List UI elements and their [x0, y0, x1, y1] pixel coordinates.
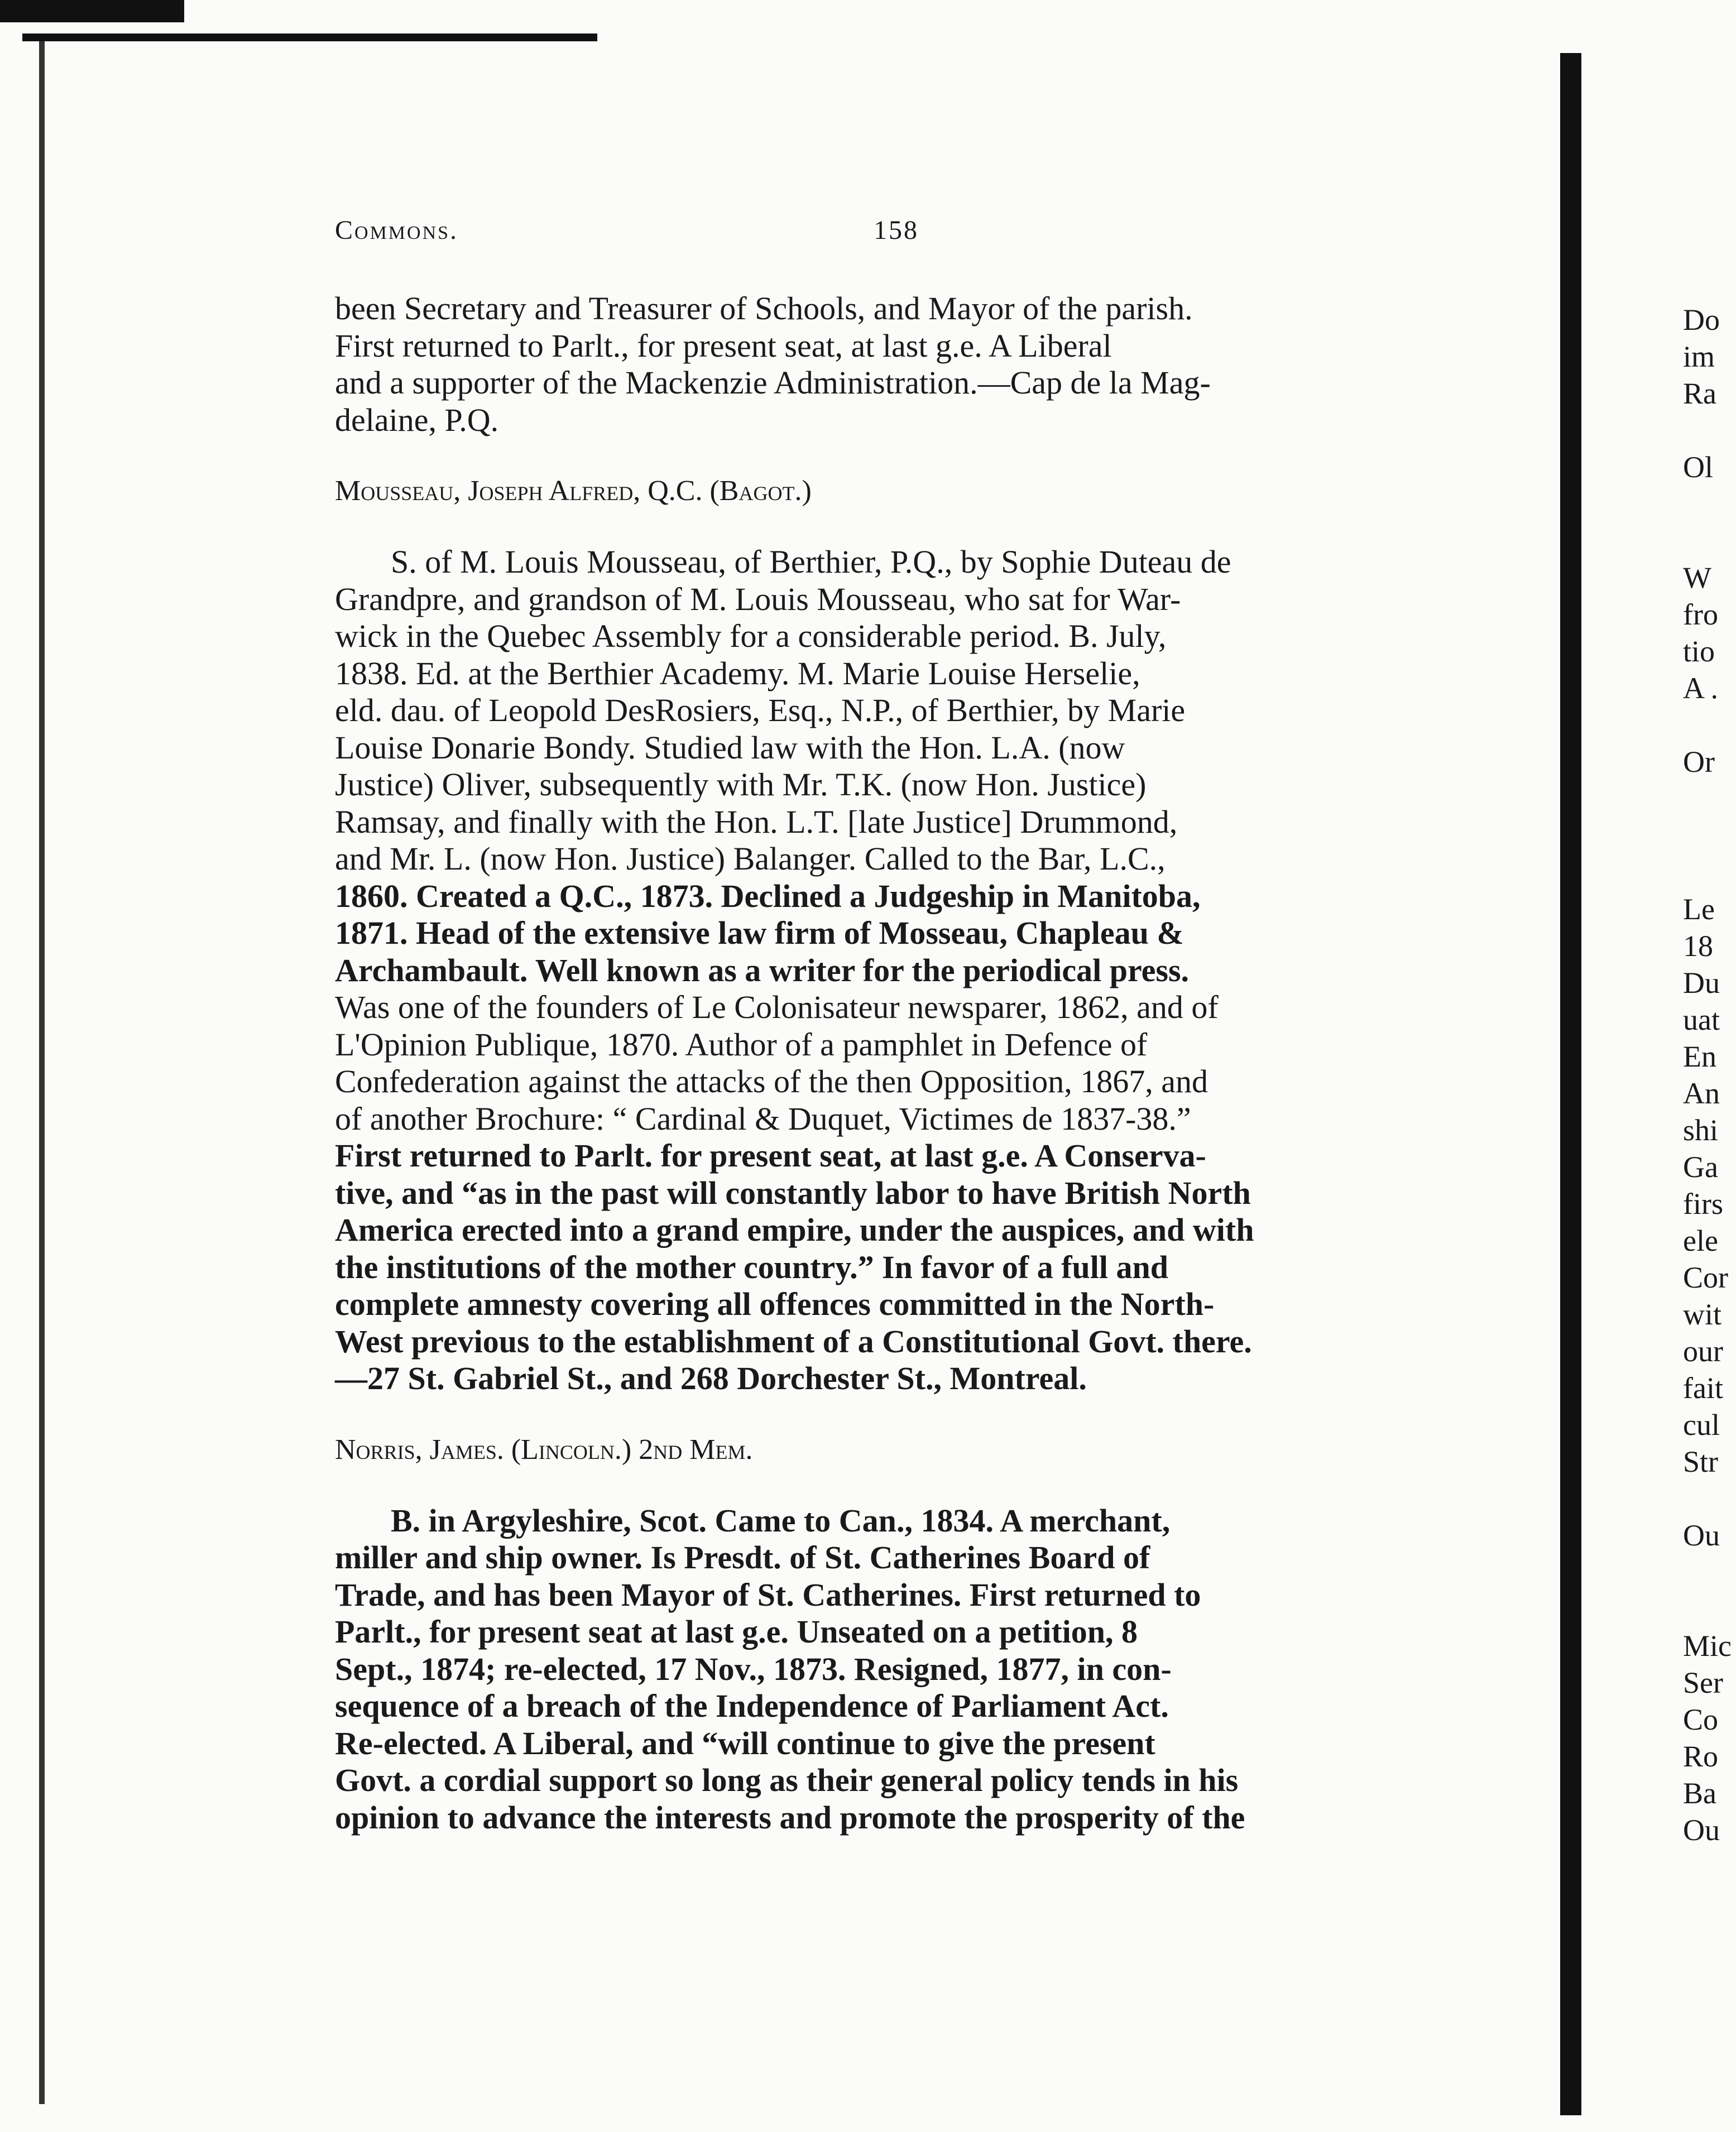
fragment-line	[1683, 1480, 1732, 1517]
text-line: sequence of a breach of the Independence of Parliament Act.	[335, 1688, 1169, 1724]
text-line: Justice) Oliver, subsequently with Mr. T.K. (now Hon. Justice)	[335, 766, 1147, 803]
fragment-line: Le	[1683, 892, 1715, 926]
text-line: Confederation against the attacks of the then Opposition, 1867, and	[335, 1063, 1209, 1099]
text-line: Re-elected. A Liberal, and “will continue to give the present	[335, 1725, 1155, 1761]
text-line: complete amnesty covering all offences committed in the North-	[335, 1286, 1215, 1322]
fragment-line: 18	[1683, 929, 1713, 963]
fragment-line: Du	[1683, 966, 1720, 1000]
entry-heading-norris: Norris, James. (Lincoln.) 2nd Mem.	[335, 1433, 753, 1466]
fragment-line	[1683, 1591, 1732, 1627]
text-line: Grandpre, and grandson of M. Louis Mousseau, who sat for War-	[335, 580, 1181, 617]
fragment-line: Ou	[1683, 1813, 1720, 1847]
text-line: West previous to the establishment of a Constitutional Govt. there.	[335, 1323, 1252, 1360]
fragment-line	[1683, 522, 1732, 559]
text-line: tive, and “as in the past will constantly labor to have British North	[335, 1174, 1251, 1211]
fragment-line	[1683, 854, 1732, 891]
text-line: Ramsay, and finally with the Hon. L.T. [late Justice] Drummond,	[335, 803, 1178, 840]
running-head-section: Commons.	[335, 215, 459, 245]
text-line: First returned to Parlt. for present seat, at last g.e. A Conserva-	[335, 1137, 1206, 1174]
fragment-line	[1683, 780, 1732, 817]
text-line: wick in the Quebec Assembly for a considerable period. B. July,	[335, 618, 1167, 654]
fragment-line: firs	[1683, 1187, 1723, 1221]
text-line: 1860. Created a Q.C., 1873. Declined a Judgeship in Manitoba,	[335, 877, 1201, 914]
entry-heading-mousseau: Mousseau, Joseph Alfred, Q.C. (Bagot.)	[335, 475, 812, 507]
text-line: Parlt., for present seat at last g.e. Unseated on a petition, 8	[335, 1614, 1138, 1650]
page-body	[335, 290, 1462, 1836]
text-line: America erected into a grand empire, under the auspices, and with	[335, 1212, 1254, 1248]
fragment-line: Co	[1683, 1703, 1719, 1736]
entry-body-mousseau	[335, 544, 1462, 1398]
fragment-line: A .	[1683, 671, 1719, 705]
fragment-line: our	[1683, 1334, 1723, 1368]
fragment-line: cul	[1683, 1408, 1720, 1442]
fragment-line: Do	[1683, 303, 1720, 337]
fragment-line: Str	[1683, 1445, 1719, 1478]
fragment-line: Or	[1683, 745, 1715, 779]
page-number: 158	[874, 215, 919, 245]
text-line: First returned to Parlt., for present seat, at last g.e. A Liberal	[335, 327, 1112, 364]
fragment-line	[1683, 412, 1732, 449]
text-line: been Secretary and Treasurer of Schools, and Mayor of the parish.	[335, 290, 1193, 326]
fragment-line: Mic	[1683, 1629, 1732, 1663]
fragment-line: tio	[1683, 635, 1715, 668]
top-border-bar	[0, 0, 184, 22]
entry-intro	[335, 290, 1462, 439]
text-line: Govt. a cordial support so long as their general policy tends in his	[335, 1762, 1239, 1798]
fragment-line: im	[1683, 340, 1715, 373]
fragment-line: Ra	[1683, 377, 1716, 410]
text-line: B. in Argyleshire, Scot. Came to Can., 1834. A merchant,	[391, 1502, 1171, 1539]
entry-body-norris	[335, 1502, 1462, 1837]
text-line: opinion to advance the interests and promote the prosperity of the	[335, 1799, 1245, 1836]
text-line: Sept., 1874; re-elected, 17 Nov., 1873. Resigned, 1877, in con-	[335, 1650, 1172, 1687]
fragment-line: Ba	[1683, 1776, 1716, 1810]
top-border-line	[22, 33, 597, 41]
text-line: miller and ship owner. Is Presdt. of St. Catherines Board of	[335, 1539, 1150, 1576]
text-line: L'Opinion Publique, 1870. Author of a pamphlet in Defence of	[335, 1026, 1148, 1063]
fragment-line	[1683, 1554, 1732, 1591]
fragment-line: Ou	[1683, 1519, 1720, 1552]
text-line: —27 St. Gabriel St., and 268 Dorchester St., Montreal.	[335, 1360, 1087, 1396]
text-line: 1838. Ed. at the Berthier Academy. M. Marie Louise Herselie,	[335, 655, 1140, 692]
fragment-line: Cor	[1683, 1261, 1728, 1294]
text-line: Trade, and has been Mayor of St. Catherines. First returned to	[335, 1576, 1201, 1613]
fragment-line: fait	[1683, 1371, 1723, 1405]
fragment-line: En	[1683, 1040, 1716, 1073]
fragment-line: uat	[1683, 1003, 1720, 1036]
fragment-line: Ser	[1683, 1666, 1723, 1699]
left-border-line	[39, 39, 45, 2104]
text-line: S. of M. Louis Mousseau, of Berthier, P.Q., by Sophie Duteau de	[391, 544, 1231, 580]
fragment-line	[1683, 817, 1732, 854]
fragment-line: An	[1683, 1077, 1720, 1110]
fragment-line: Ol	[1683, 450, 1713, 484]
text-line: Archambault. Well known as a writer for the periodical press.	[335, 952, 1190, 988]
fragment-line: Ro	[1683, 1740, 1719, 1773]
text-line: Louise Donarie Bondy. Studied law with the Hon. L.A. (now	[335, 729, 1125, 766]
adjacent-page-fragments	[1683, 301, 1732, 1848]
fragment-line: fro	[1683, 598, 1718, 631]
text-line: Was one of the founders of Le Colonisateur newsparer, 1862, and of	[335, 989, 1219, 1025]
text-line: of another Brochure: “ Cardinal & Duquet, Victimes de 1837-38.”	[335, 1100, 1191, 1137]
text-line: and a supporter of the Mackenzie Administration.—Cap de la Mag-	[335, 364, 1211, 401]
text-line: delaine, P.Q.	[335, 401, 499, 438]
fragment-line: W	[1683, 561, 1711, 594]
text-line: eld. dau. of Leopold DesRosiers, Esq., N.P., of Berthier, by Marie	[335, 692, 1186, 728]
fragment-line: ele	[1683, 1224, 1718, 1257]
fragment-line: Ga	[1683, 1150, 1718, 1184]
text-line: 1871. Head of the extensive law firm of Mosseau, Chapleau &	[335, 915, 1184, 951]
fragment-line	[1683, 486, 1732, 522]
text-line: the institutions of the mother country.” In favor of a full and	[335, 1249, 1169, 1285]
fragment-line: wit	[1683, 1298, 1722, 1331]
fragment-line	[1683, 707, 1732, 743]
fragment-line: shi	[1683, 1113, 1719, 1147]
right-gutter-bar	[1560, 53, 1581, 2115]
text-line: and Mr. L. (now Hon. Justice) Balanger. Called to the Bar, L.C.,	[335, 841, 1166, 877]
